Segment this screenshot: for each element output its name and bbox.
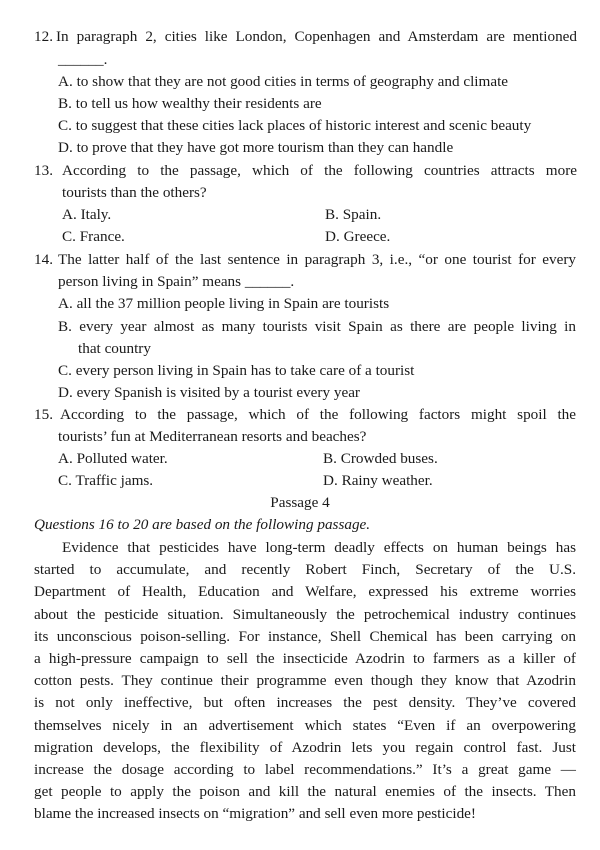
option-14-c bbox=[58, 361, 414, 381]
passage-line: a high-pressure campaign to sell the insecticide Azodrin to farmers as a killer of bbox=[34, 650, 576, 667]
option-13-a bbox=[62, 205, 111, 225]
option-15-c bbox=[58, 471, 153, 491]
passage-line: Evidence that pesticides have long-term deadly effects on human beings has bbox=[62, 539, 576, 556]
question-stem: The latter half of the last sentence in paragraph 3, i.e., “or one tourist for every bbox=[58, 251, 576, 268]
passage-line: increase the dosage according to label recommendations.” It’s a great game — bbox=[34, 761, 576, 778]
option-text: to show that they are not good cities in terms of geography and climate bbox=[76, 73, 509, 90]
question-number: 15. bbox=[34, 406, 53, 423]
option-14-b bbox=[58, 317, 576, 337]
option-letter: C. bbox=[58, 117, 72, 134]
option-text: Polluted water. bbox=[76, 450, 168, 467]
option-text: Italy. bbox=[80, 206, 112, 223]
option-letter: B. bbox=[323, 450, 337, 467]
passage-line: migration develops, the flexibility of Azodrin lets you regain control fast. Just bbox=[34, 738, 576, 756]
option-letter: A. bbox=[58, 450, 73, 467]
option-text: Greece. bbox=[343, 228, 391, 245]
option-text: Spain. bbox=[342, 206, 382, 223]
option-12-a bbox=[58, 72, 508, 92]
option-12-b bbox=[58, 94, 322, 114]
question-number: 14. bbox=[34, 251, 53, 268]
question-stem-blank: ______. bbox=[58, 51, 108, 68]
option-letter: B. bbox=[325, 206, 339, 223]
option-letter: D. bbox=[58, 139, 73, 156]
question-stem-cont: tourists than the others? bbox=[62, 184, 207, 201]
option-14-a bbox=[58, 294, 389, 314]
option-text: Crowded buses. bbox=[340, 450, 438, 467]
passage-line: themselves nicely in an advertisement which states “Even if an overpowering bbox=[34, 716, 576, 734]
option-letter: A. bbox=[62, 206, 77, 223]
passage-line: about the pesticide situation. Simultaneously the petrochemical industry continues bbox=[34, 605, 576, 623]
option-15-b bbox=[323, 449, 438, 469]
passage-line: Department of Health, Education and Welfare, expressed his extreme worries bbox=[34, 583, 576, 601]
option-12-c bbox=[58, 116, 531, 136]
option-text: all the 37 million people living in Spain are tourists bbox=[76, 295, 390, 312]
passage-line: get people to apply the poison and kill the natural enemies of the insects. Then bbox=[34, 783, 576, 801]
option-15-a bbox=[58, 449, 168, 469]
passage-instruction: Questions 16 to 20 are based on the following passage. bbox=[34, 516, 371, 533]
passage-line: its unconscious poison-selling. For instance, Shell Chemical has been carrying on bbox=[34, 627, 576, 645]
option-text: every Spanish is visited by a tourist every year bbox=[76, 384, 360, 401]
option-13-c bbox=[62, 227, 125, 247]
option-letter: D. bbox=[323, 472, 338, 489]
option-13-b bbox=[325, 205, 381, 225]
question-number: 13. bbox=[34, 162, 53, 179]
passage-line: started to accumulate, and recently Robert Finch, Secretary of the U.S. bbox=[34, 561, 576, 579]
passage-line: blame the increased insects on “migration” and sell even more pesticide! bbox=[34, 805, 476, 823]
passage-line: cotton pests. They continue their programme even though they know that Azodrin bbox=[34, 672, 576, 690]
question-stem-cont: tourists’ fun at Mediterranean resorts and beaches? bbox=[58, 428, 367, 445]
passage-title: Passage 4 bbox=[270, 494, 330, 511]
option-letter: B. bbox=[58, 95, 72, 112]
option-14-d bbox=[58, 383, 360, 403]
option-13-d bbox=[325, 227, 390, 247]
option-letter: A. bbox=[58, 295, 73, 312]
question-stem: According to the passage, which of the following factors might spoil the bbox=[60, 406, 576, 423]
option-text: every person living in Spain has to take care of a tourist bbox=[75, 362, 415, 379]
option-letter: C. bbox=[58, 472, 72, 489]
option-letter: D. bbox=[325, 228, 340, 245]
option-text: Rainy weather. bbox=[341, 472, 433, 489]
option-text: to prove that they have got more tourism than they can handle bbox=[76, 139, 454, 156]
option-text: France. bbox=[79, 228, 125, 245]
option-text: Traffic jams. bbox=[75, 472, 154, 489]
option-12-d bbox=[58, 138, 453, 158]
option-letter: C. bbox=[62, 228, 76, 245]
option-letter: B. bbox=[58, 318, 72, 335]
question-stem-cont: person living in Spain” means ______. bbox=[58, 273, 295, 290]
option-text: to suggest that these cities lack places of historic interest and scenic beauty bbox=[75, 117, 532, 134]
option-15-d bbox=[323, 471, 433, 491]
option-text: every year almost as many tourists visit Spain as there are people living in bbox=[79, 318, 576, 335]
option-letter: A. bbox=[58, 73, 73, 90]
question-stem: In paragraph 2, cities like London, Copenhagen and Amsterdam are mentioned bbox=[56, 28, 577, 45]
option-14-b-cont: that country bbox=[78, 340, 151, 357]
question-stem: According to the passage, which of the following countries attracts more bbox=[62, 162, 577, 179]
option-letter: C. bbox=[58, 362, 72, 379]
option-letter: D. bbox=[58, 384, 73, 401]
option-text: to tell us how wealthy their residents are bbox=[75, 95, 322, 112]
passage-line: is not only ineffective, but often increases the pest density. They’ve covered bbox=[34, 694, 576, 712]
question-number: 12. bbox=[34, 28, 53, 45]
